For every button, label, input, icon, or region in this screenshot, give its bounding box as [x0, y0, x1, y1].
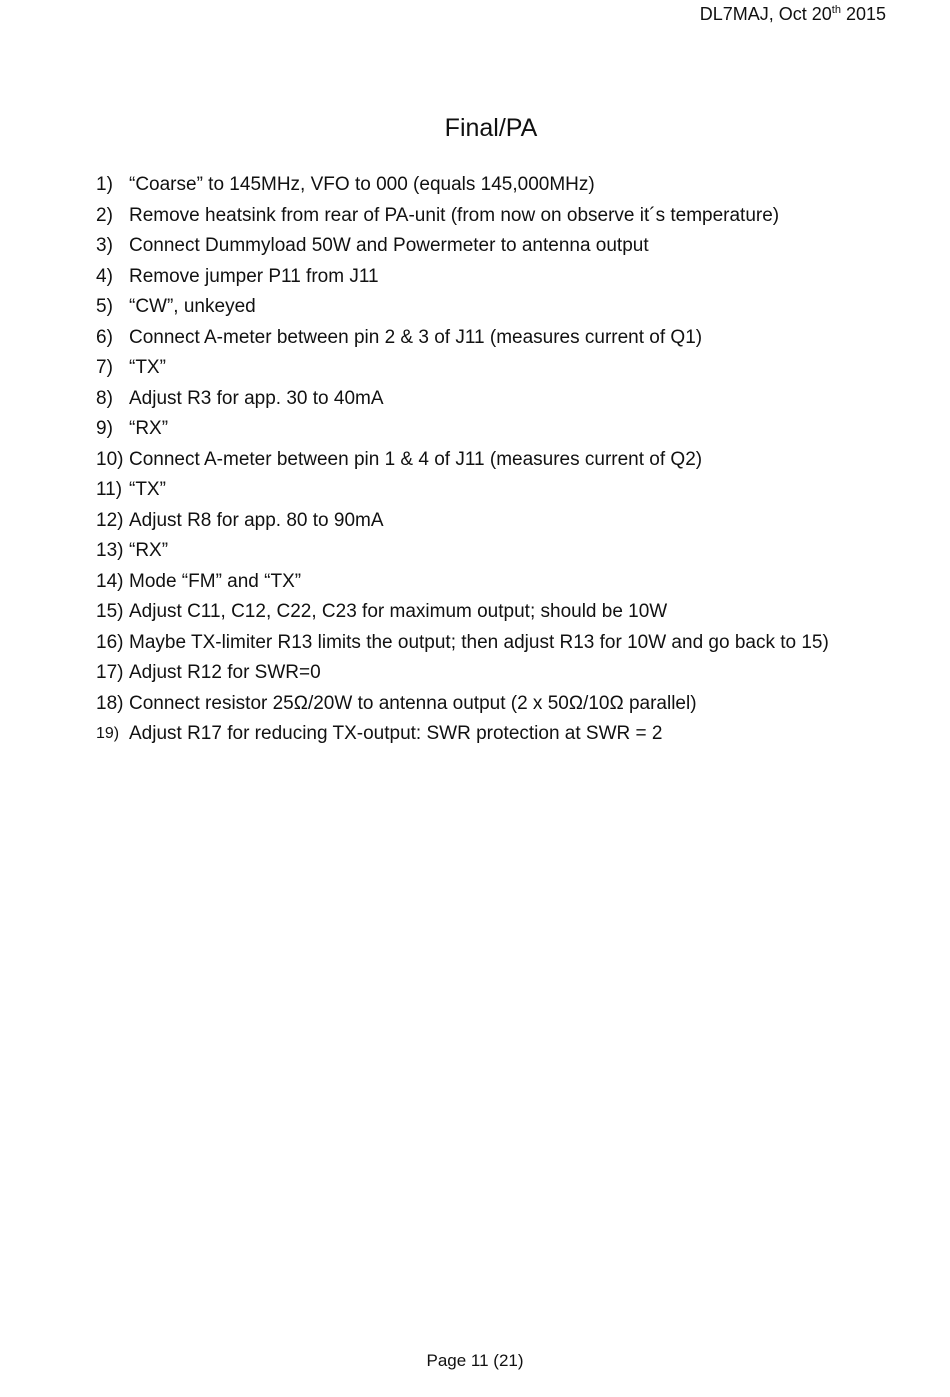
procedure-list	[96, 170, 896, 750]
step-number: 3)	[96, 235, 113, 256]
header-ordinal-suffix: th	[831, 4, 841, 16]
list-item	[96, 323, 896, 354]
step-text: Connect A-meter between pin 2 & 3 of J11 (measures current of Q1)	[129, 326, 703, 348]
list-item	[96, 414, 896, 445]
step-text: “Coarse” to 145MHz, VFO to 000 (equals 145,000MHz)	[129, 174, 595, 195]
list-item	[96, 689, 896, 720]
list-item	[96, 719, 896, 750]
step-text: Adjust R12 for SWR=0	[129, 662, 321, 683]
step-text: “CW”, unkeyed	[129, 296, 256, 317]
step-number: 8)	[96, 387, 113, 409]
document-header	[700, 4, 886, 25]
list-item	[96, 292, 896, 323]
header-year: 2015	[840, 4, 886, 24]
step-text: Remove jumper P11 from J11	[129, 265, 379, 287]
list-item	[96, 231, 896, 262]
header-author-date: DL7MAJ, Oct 20	[699, 4, 832, 24]
step-text: Maybe TX-limiter R13 limits the output; then adjust R13 for 10W and go back to 15)	[129, 631, 829, 653]
step-number: 18)	[96, 692, 124, 714]
step-number: 10)	[96, 448, 124, 470]
list-item	[96, 597, 896, 628]
step-text: Adjust R3 for app. 30 to 40mA	[129, 387, 384, 409]
list-item	[96, 567, 896, 598]
step-text: Adjust R8 for app. 80 to 90mA	[129, 509, 384, 531]
step-number: 13)	[96, 540, 124, 561]
step-text: “TX”	[129, 357, 166, 378]
list-item	[96, 536, 896, 567]
step-number: 1)	[96, 174, 113, 195]
list-item	[96, 353, 896, 384]
list-item	[96, 262, 896, 293]
step-text: Mode “FM” and “TX”	[129, 570, 302, 592]
step-text: Remove heatsink from rear of PA-unit (from now on observe it´s temperature)	[129, 204, 780, 226]
step-text: Connect resistor 25Ω/20W to antenna output (2 x 50Ω/10Ω parallel)	[129, 692, 697, 714]
step-number: 4)	[96, 265, 113, 287]
step-number: 9)	[96, 418, 113, 439]
step-number: 16)	[96, 631, 124, 653]
list-item	[96, 475, 896, 506]
step-text: Connect Dummyload 50W and Powermeter to antenna output	[129, 235, 649, 256]
list-item	[96, 445, 896, 476]
step-number: 12)	[96, 509, 124, 531]
page-number: Page 11 (21)	[426, 1351, 524, 1370]
step-number: 15)	[96, 601, 124, 622]
step-number: 6)	[96, 326, 113, 348]
step-number: 7)	[96, 357, 113, 378]
list-item	[96, 658, 896, 689]
step-number: 14)	[96, 570, 124, 592]
list-item	[96, 628, 896, 659]
step-number: 2)	[96, 204, 113, 226]
list-item	[96, 201, 896, 232]
step-text: “TX”	[129, 479, 166, 500]
list-item	[96, 384, 896, 415]
page-title: Final/PA	[444, 114, 538, 142]
step-number: 11)	[96, 479, 123, 500]
step-text: Connect A-meter between pin 1 & 4 of J11 (measures current of Q2)	[129, 448, 703, 470]
step-text: Adjust R17 for reducing TX-output: SWR protection at SWR = 2	[129, 723, 663, 744]
list-item	[96, 170, 896, 201]
step-number: 19)	[96, 725, 120, 742]
step-text: Adjust C11, C12, C22, C23 for maximum output; should be 10W	[129, 601, 668, 622]
step-number: 17)	[96, 662, 124, 683]
step-text: “RX”	[129, 540, 169, 561]
step-number: 5)	[96, 296, 113, 317]
step-text: “RX”	[129, 418, 169, 439]
list-item	[96, 506, 896, 537]
